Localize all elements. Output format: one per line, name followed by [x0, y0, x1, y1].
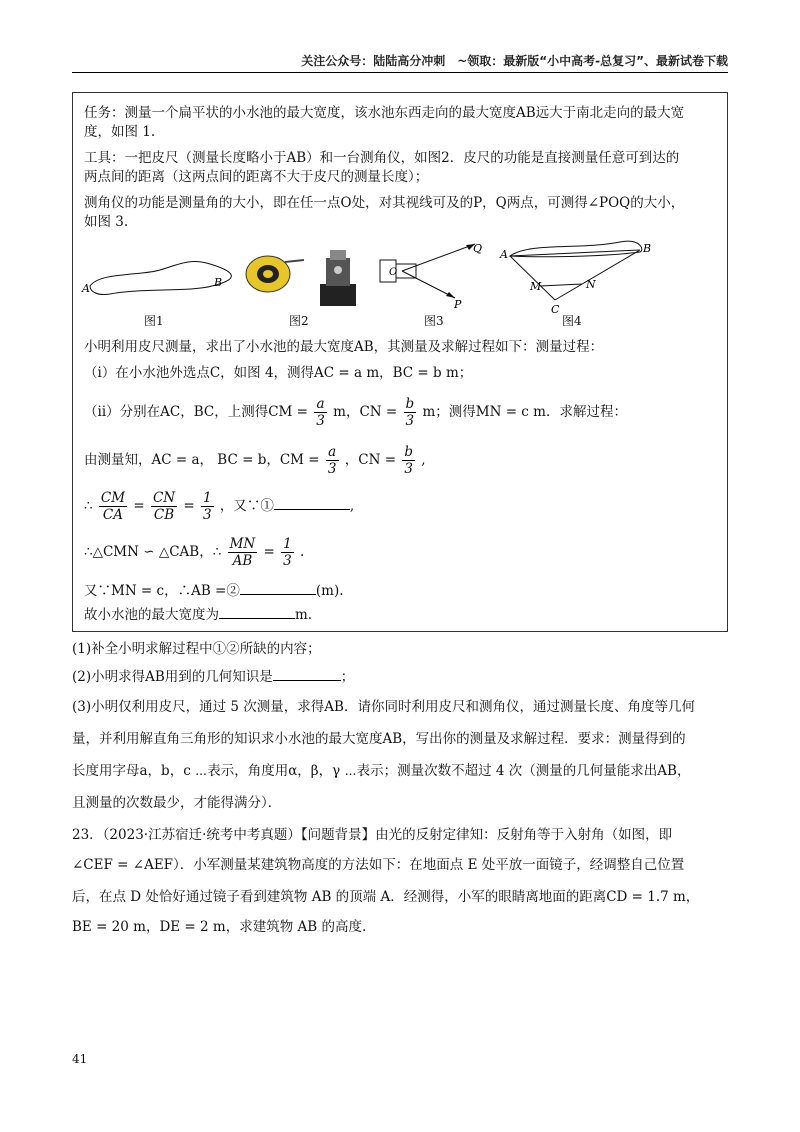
angle-line-1: 测角仪的功能是测量角的大小，即在任一点O处，对其视线可及的P，Q两点，可测得∠POQ的大小， [84, 195, 685, 211]
blank-1[interactable] [274, 497, 350, 510]
fig4-label-m: M [530, 280, 542, 293]
blank-q2[interactable] [273, 668, 341, 681]
task-line-1: 任务：测量一个扁平状的小水池的最大宽度，该水池东西走向的最大宽度AB远大于南北走向的最大宽 [84, 105, 685, 121]
frac-a-over-3: $\frac{a}{3}$ [316, 396, 325, 429]
question-3-line-2: 量，并利用解直角三角形的知识求小水池的最大宽度AB，写出你的测量及求解过程．要求：测量得到的 [72, 731, 686, 747]
problem-23-line-4: BE = 20 m，DE = 2 m，求建筑物 AB 的高度. [72, 919, 367, 935]
question-3-line-4: 且测量的次数最少，才能得满分）． [72, 795, 282, 811]
frac-a-over-3-b: $\frac{a}{3}$ [327, 444, 337, 477]
solve-1: 由测量知，AC = a， BC = b，CM = $\frac{a}{3}$ ，CN = $\frac{b}{3}$ , [84, 444, 426, 477]
task-line-2: 度，如图 1. [84, 124, 156, 140]
xm-intro: 小明利用皮尺测量，求出了小水池的最大宽度AB，其测量及求解过程如下：测量过程： [84, 339, 604, 355]
fig3-label-o: O [389, 267, 398, 278]
problem-23-line-1: 23．（2023·江苏宿迁·统考中考真题）【问题背景】由光的反射定律知：反射角等于入射角（如图，即 [72, 827, 673, 843]
fig3-label-q: Q [473, 242, 483, 255]
question-1: (1)补全小明求解过程中①②所缺的内容； [72, 641, 321, 657]
ratio-line: ∴ $\frac{CM}{CA}$ = $\frac{CN}{CB}$ = $\frac{1}{3}$ ，又∵① , [84, 490, 355, 523]
fig3-label-p: P [454, 298, 462, 311]
fig1-label-a: A [82, 282, 90, 295]
step-2: （ⅱ）分别在AC，BC，上测得CM = $\frac{a}{3}$ m，CN = $\frac{b}{3}$ m；测得MN = c m．求解过程： [84, 396, 627, 429]
figures-svg [80, 236, 720, 328]
fig4-label-a: A [500, 248, 508, 261]
fig3-caption: 图3 [424, 314, 444, 328]
page-header: 关注公众号：陆陆高分冲刺 ~领取：最新版“小中高考-总复习”、最新试卷下载 [72, 52, 728, 73]
angle-line-2: 如图 3. [84, 214, 129, 230]
tool-line-1: 工具：一把皮尺（测量长度略小于AB）和一台测角仪，如图2．皮尺的功能是直接测量任意可到达的 [84, 150, 680, 166]
fig1-pond [90, 262, 231, 295]
fig2-tape-measure [246, 256, 304, 292]
fig4-label-c: C [551, 303, 560, 316]
tool-line-2: 两点间的距离（这两点间的距离不大于皮尺的测量长度）； [84, 169, 429, 185]
mn-line: 又∵MN = c，∴AB =② (m). [84, 583, 344, 599]
question-3-line-1: (3)小明仅利用皮尺，通过 5 次测量，求得AB．请你同时利用皮尺和测角仪，通过测量长度、角度等几何 [72, 699, 695, 715]
figures-row [80, 236, 720, 328]
similar-line: ∴△CMN ∽ △CAB，∴ $\frac{MN}{AB}$ = $\frac{1}{3}$ . [84, 536, 305, 569]
conclude-line: 故小水池的最大宽度为 m. [84, 607, 313, 623]
blank-2[interactable] [240, 582, 316, 595]
fig2-theodolite [320, 250, 356, 306]
fig4-label-b: B [643, 242, 652, 255]
problem-23-line-2: ∠CEF = ∠AEF）．小军测量某建筑物高度的方法如下：在地面点 E 处平放一面镜子，经调整自己位置 [72, 857, 685, 873]
fig4-label-n: N [586, 278, 596, 291]
frac-b-over-3: $\frac{b}{3}$ [405, 396, 415, 429]
fig1-caption: 图1 [144, 314, 164, 328]
problem-23-line-3: 后，在点 D 处恰好通过镜子看到建筑物 AB 的顶端 A．经测得，小军的眼睛离地面的距离CD = 1.7 m， [72, 889, 700, 905]
step-1: （ⅰ）在小水池外选点C，如图 4，测得AC = a m，BC = b m； [84, 365, 473, 381]
question-3-line-3: 长度用字母a，b，c ⋯表示，角度用α，β，γ ⋯表示；测量次数不超过 4 次（测量的几何量能求出AB， [72, 763, 691, 779]
frac-b-over-3-b: $\frac{b}{3}$ [404, 444, 413, 477]
question-2: (2)小明求得AB用到的几何知识是 ； [72, 669, 355, 685]
fig2-caption: 图2 [289, 314, 309, 328]
fig1-label-b: B [214, 276, 223, 289]
blank-3[interactable] [219, 606, 295, 619]
page-number: 41 [72, 1052, 88, 1066]
fig4-caption: 图4 [562, 314, 582, 328]
